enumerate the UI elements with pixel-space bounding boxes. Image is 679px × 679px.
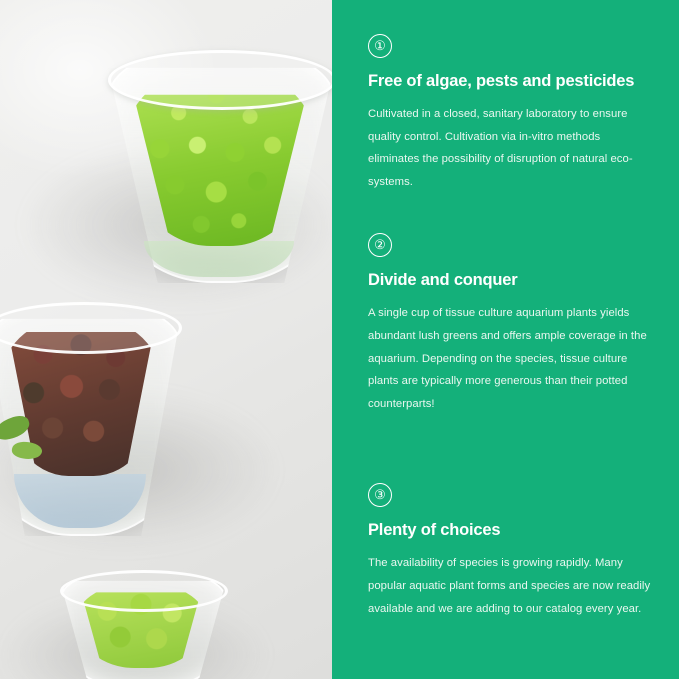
feature-item-2 xyxy=(368,233,651,415)
red-plant-cup xyxy=(0,300,176,532)
feature-number-badge-3: ③ xyxy=(368,483,392,507)
feature-title-3: Plenty of choices xyxy=(368,521,501,540)
feature-number-badge-2: ② xyxy=(368,233,392,257)
feature-list-panel xyxy=(332,0,679,679)
feature-number-badge-1: ① xyxy=(368,34,392,58)
spacer xyxy=(368,441,651,483)
moss-cup xyxy=(60,566,222,679)
green-carpet-plant-cup xyxy=(108,44,330,279)
feature-item-1 xyxy=(368,34,651,193)
feature-title-1: Free of algae, pests and pesticides xyxy=(368,72,635,90)
cup-rim xyxy=(108,50,332,110)
feature-body-3: The availability of species is growing rapidly. Many popular aquatic plant forms and species are now readily available and we are adding to our catalog every year. xyxy=(368,557,651,615)
feature-item-3 xyxy=(368,483,651,620)
spacer xyxy=(368,219,651,233)
feature-title-2: Divide and conquer xyxy=(368,271,518,290)
product-photo xyxy=(0,0,332,679)
feature-body-2: A single cup of tissue culture aquarium plants yields abundant lush greens and offers ample coverage in the aquarium. Depending on the species, tissue culture plants are typically more generous than their potted counterparts! xyxy=(368,307,647,410)
cup-rim xyxy=(60,570,228,612)
feature-body-1: Cultivated in a closed, sanitary laboratory to ensure quality control. Cultivation via in-vitro methods eliminates the possibility of disruption of natural eco-systems. xyxy=(368,108,633,188)
